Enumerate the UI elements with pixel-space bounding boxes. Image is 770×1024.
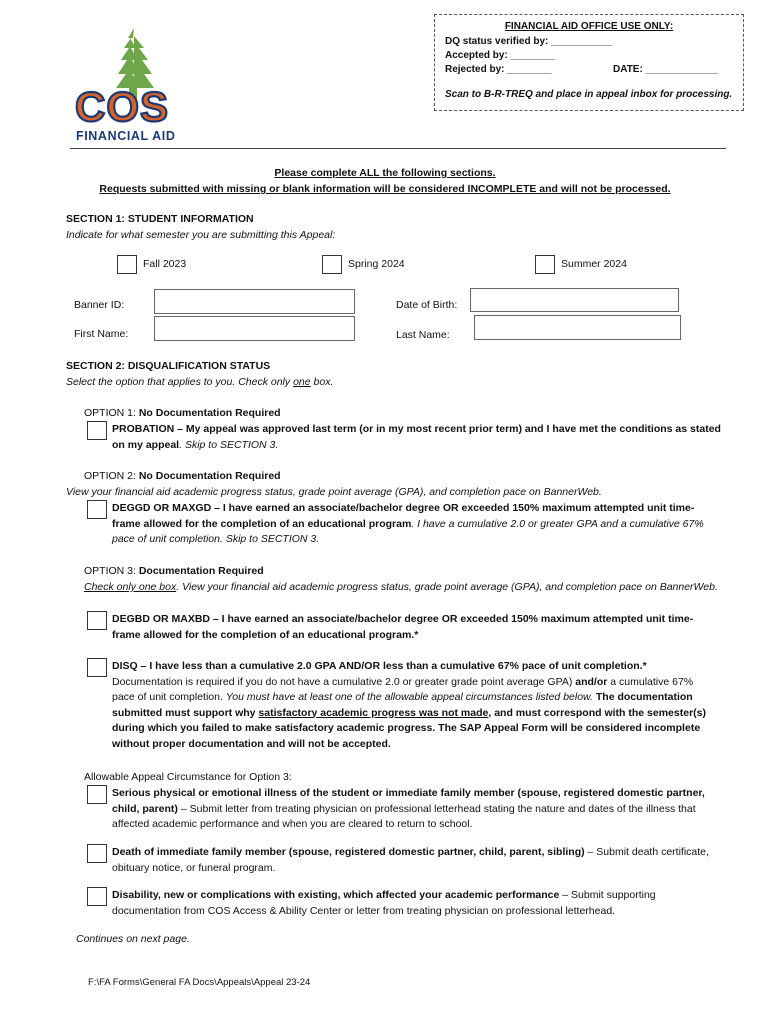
svg-text:COS: COS xyxy=(75,83,170,130)
deggd-text: DEGGD OR MAXGD – I have earned an associate/bachelor degree OR exceeded 150% maximum attempted unit time-frame allowed for the completion of an educational program. I have a cumulative 2.0 or greater GPA and a cumulative 67% pace of unit completion. Skip to SECTION 3. xyxy=(112,502,704,545)
disability-text: Disability, new or complications with existing, which affected your academic performance – Submit supporting documentation from COS Access & Ability Center or letter from treating physician on professional letterhead. xyxy=(112,889,656,917)
dq-verified-line: DQ status verified by: ___________ xyxy=(445,36,613,47)
first-name-field[interactable] xyxy=(154,316,355,341)
allowable-heading: Allowable Appeal Circumstance for Option 3: xyxy=(84,771,292,783)
notice-line-2: Requests submitted with missing or blank information will be considered INCOMPLETE and will not be processed. xyxy=(99,183,671,195)
fall-2023-label: Fall 2023 xyxy=(143,258,187,270)
option1-label: OPTION 1: No Documentation Required xyxy=(84,407,281,419)
death-text: Death of immediate family member (spouse, registered domestic partner, child, parent, sibling) – Submit death certificate, obituary notice, or funeral program. xyxy=(112,846,709,874)
fall-2023-checkbox[interactable] xyxy=(117,255,137,274)
logo-wordmark: FINANCIAL AID xyxy=(76,129,176,143)
header-divider xyxy=(70,148,726,149)
banner-id-field[interactable] xyxy=(154,289,355,314)
date-line: DATE: _____________ xyxy=(613,64,718,75)
accepted-line: Accepted by: ________ xyxy=(445,50,556,61)
notice-line-1: Please complete ALL the following sections. xyxy=(274,167,496,179)
illness-text: Serious physical or emotional illness of the student or immediate family member (spouse, registered domestic partner, child, parent) – Submit letter from treating physician on professional letterhead stating the nature and dates of the illness that affected academic performance and when you are cleared to return to school. xyxy=(112,787,705,830)
rejected-line: Rejected by: ________ xyxy=(445,64,552,75)
spring-2024-label: Spring 2024 xyxy=(348,258,405,270)
death-checkbox[interactable] xyxy=(87,844,107,863)
dob-label: Date of Birth: xyxy=(396,299,458,311)
option3-intro: Check only one box. View your financial aid academic progress status, grade point average (GPA), and completion pace on BannerWeb. xyxy=(84,581,718,593)
disq-checkbox[interactable] xyxy=(87,658,107,677)
option3-label: OPTION 3: Documentation Required xyxy=(84,565,264,577)
summer-2024-checkbox[interactable] xyxy=(535,255,555,274)
office-use-box xyxy=(434,14,744,111)
continues-note: Continues on next page. xyxy=(76,933,190,945)
first-name-label: First Name: xyxy=(74,328,129,340)
last-name-field[interactable] xyxy=(474,315,681,340)
section2-instruction: Select the option that applies to you. Check only one box. xyxy=(66,376,334,388)
option2-label: OPTION 2: No Documentation Required xyxy=(84,470,281,482)
probation-checkbox[interactable] xyxy=(87,421,107,440)
office-use-title: FINANCIAL AID OFFICE USE ONLY: xyxy=(504,21,674,32)
probation-text: PROBATION – My appeal was approved last term (or in my most recent prior term) and I have met the conditions as stated on my appeal. Skip to SECTION 3. xyxy=(112,423,721,451)
section2-heading: SECTION 2: DISQUALIFICATION STATUS xyxy=(66,360,271,372)
illness-checkbox[interactable] xyxy=(87,785,107,804)
degbd-checkbox[interactable] xyxy=(87,611,107,630)
degbd-text: DEGBD OR MAXBD – I have earned an associate/bachelor degree OR exceeded 150% maximum attempted unit time-frame allowed for the completion of an educational program.* xyxy=(112,613,694,641)
dob-field[interactable] xyxy=(470,288,679,312)
disq-text: DISQ – I have less than a cumulative 2.0 GPA AND/OR less than a cumulative 67% pace of unit completion.* Documentation is required if you do not have a cumulative 2.0 or greater grade point average GPA) and/or a cumulative 67% pace of unit completion. You must have at least one of the allowable appeal circumstances listed below. The documentation submitted must support why satisfactory academic progress was not made, and must correspond with the semester(s) during which you failed to make satisfactory academic progress. The SAP Appeal Form will be considered incomplete without proper documentation and will not be accepted. xyxy=(112,660,706,750)
banner-id-label: Banner ID: xyxy=(74,299,125,311)
footer-file-path: F:\FA Forms\General FA Docs\Appeals\Appeal 23-24 xyxy=(88,977,311,988)
section1-instruction: Indicate for what semester you are submitting this Appeal: xyxy=(66,229,336,241)
option2-intro: View your financial aid academic progress status, grade point average (GPA), and completion pace on BannerWeb. xyxy=(66,486,602,498)
cos-letters xyxy=(75,83,169,130)
cos-logo xyxy=(74,26,196,146)
spring-2024-checkbox[interactable] xyxy=(322,255,342,274)
scan-instruction: Scan to B-R-TREQ and place in appeal inbox for processing. xyxy=(445,89,733,100)
section1-heading: SECTION 1: STUDENT INFORMATION xyxy=(66,213,254,225)
disability-checkbox[interactable] xyxy=(87,887,107,906)
summer-2024-label: Summer 2024 xyxy=(561,258,627,270)
deggd-checkbox[interactable] xyxy=(87,500,107,519)
last-name-label: Last Name: xyxy=(396,329,450,341)
